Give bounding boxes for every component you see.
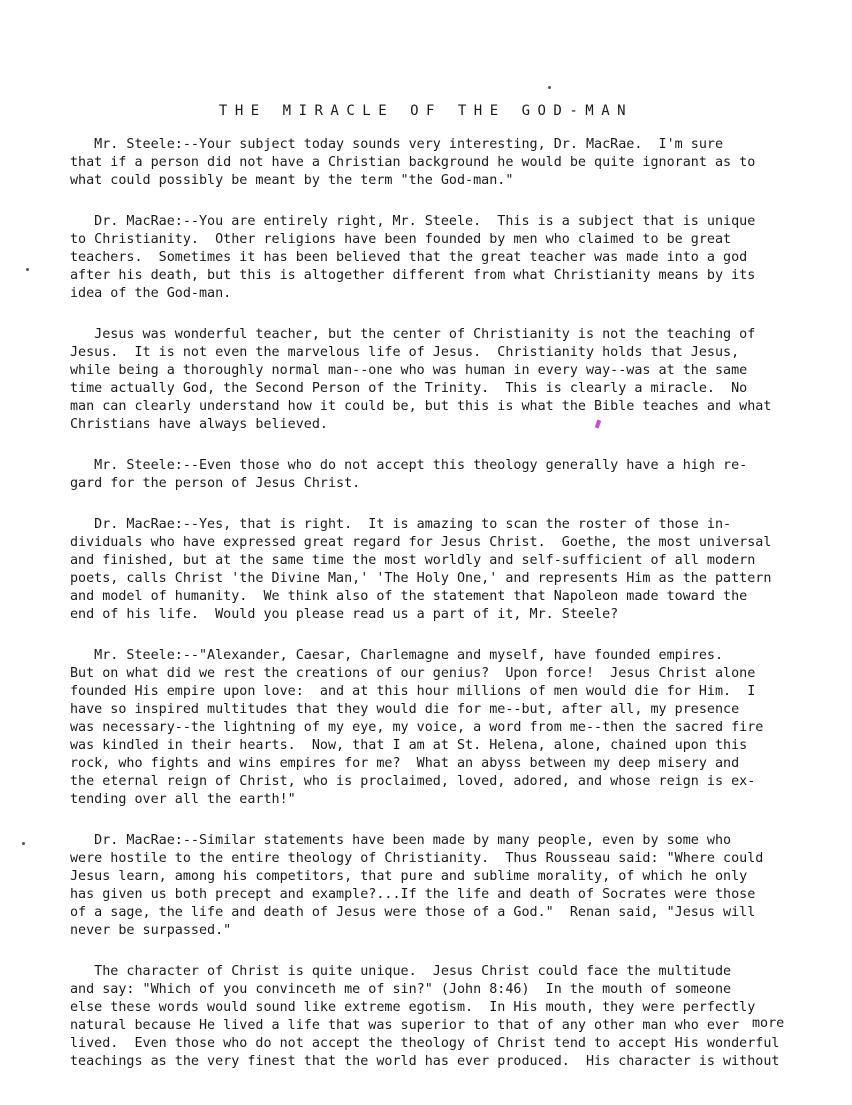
text-line: gard for the person of Jesus Christ. — [70, 476, 361, 491]
text-line: and model of humanity. We think also of the statement that Napoleon made toward the — [70, 589, 748, 604]
text-line: Jesus learn, among his competitors, that pure and sublime morality, of which he only — [70, 869, 748, 884]
scan-speck — [548, 86, 551, 89]
text-line: teachers. Sometimes it has been believed that the great teacher was made into a god — [70, 250, 748, 265]
paragraph — [70, 647, 810, 809]
paragraph — [70, 963, 810, 1071]
text-line: was kindled in their hearts. Now, that I am at St. Helena, alone, chained upon this — [70, 738, 748, 753]
text-line: poets, calls Christ 'the Divine Man,' 'The Holy One,' and represents Him as the pattern — [70, 571, 772, 586]
text-line: rock, who fights and wins empires for me? What an abyss between my deep misery and — [70, 756, 740, 771]
scan-speck — [26, 268, 29, 271]
text-line: tending over all the earth!" — [70, 792, 296, 807]
paragraph — [70, 326, 810, 434]
text-line: after his death, but this is altogether different from what Christianity means by its — [70, 268, 756, 283]
text-line: Dr. MacRae:--Similar statements have been made by many people, even by some who — [70, 833, 732, 848]
text-line: man can clearly understand how it could be, but this is what the Bible teaches and what — [70, 399, 772, 414]
text-line: idea of the God-man. — [70, 286, 232, 301]
text-line: Dr. MacRae:--Yes, that is right. It is amazing to scan the roster of those in- — [70, 517, 732, 532]
text-line: while being a thoroughly normal man--one who was human in every way--was at the same — [70, 363, 748, 378]
text-line: natural because He lived a life that was superior to that of any other man who ever — [70, 1018, 740, 1033]
text-line: teachings as the very finest that the world has ever produced. His character is without — [70, 1054, 780, 1069]
text-line: founded His empire upon love: and at this hour millions of men would die for Him. I — [70, 684, 756, 699]
document-body — [70, 136, 810, 1094]
paragraph — [70, 136, 810, 190]
text-line: what could possibly be meant by the term "the God-man." — [70, 173, 514, 188]
text-line: that if a person did not have a Christian background he would be quite ignorant as to — [70, 155, 756, 170]
text-line: Mr. Steele:--Even those who do not accept this theology generally have a high re- — [70, 458, 748, 473]
text-line: else these words would sound like extreme egotism. In His mouth, they were perfectly — [70, 1000, 756, 1015]
text-line: lived. Even those who do not accept the theology of Christ tend to accept His wonderful — [70, 1036, 780, 1051]
text-line: the eternal reign of Christ, who is proclaimed, loved, adored, and whose reign is ex- — [70, 774, 756, 789]
text-line: end of his life. Would you please read us a part of it, Mr. Steele? — [70, 607, 619, 622]
text-line: and say: "Which of you convinceth me of sin?" (John 8:46) In the mouth of someone — [70, 982, 732, 997]
text-line: was necessary--the lightning of my eye, my voice, a word from me--then the sacred fire — [70, 720, 764, 735]
text-line: time actually God, the Second Person of the Trinity. This is clearly a miracle. No — [70, 381, 748, 396]
text-line: were hostile to the entire theology of Christianity. Thus Rousseau said: "Where could — [70, 851, 764, 866]
text-line: Mr. Steele:--Your subject today sounds very interesting, Dr. MacRae. I'm sure — [70, 137, 724, 152]
text-line: to Christianity. Other religions have been founded by men who claimed to be great — [70, 232, 732, 247]
scan-speck — [22, 842, 25, 845]
text-line: of a sage, the life and death of Jesus were those of a God." Renan said, "Jesus will — [70, 905, 756, 920]
page-title: THE MIRACLE OF THE GOD-MAN — [218, 103, 634, 119]
text-line: Mr. Steele:--"Alexander, Caesar, Charlemagne and myself, have founded empires. — [70, 648, 724, 663]
text-line: Dr. MacRae:--You are entirely right, Mr. Steele. This is a subject that is unique — [70, 214, 756, 229]
text-line: Christians have always believed. — [70, 417, 328, 432]
text-line: has given us both precept and example?...If the life and death of Socrates were those — [70, 887, 756, 902]
text-line: never be surpassed." — [70, 923, 232, 938]
text-line: Jesus was wonderful teacher, but the center of Christianity is not the teaching of — [70, 327, 756, 342]
text-line: Jesus. It is not even the marvelous life of Jesus. Christianity holds that Jesus, — [70, 345, 740, 360]
text-line: have so inspired multitudes that they would die for me--but, after all, my presence — [70, 702, 740, 717]
text-line: But on what did we rest the creations of our genius? Upon force! Jesus Christ alone — [70, 666, 756, 681]
paragraph — [70, 213, 810, 303]
text-line: The character of Christ is quite unique. Jesus Christ could face the multitude — [70, 964, 732, 979]
paragraph — [70, 832, 810, 940]
continuation-note: more — [752, 1016, 785, 1031]
text-line: dividuals who have expressed great regard for Jesus Christ. Goethe, the most universal — [70, 535, 772, 550]
text-line: and finished, but at the same time the most worldly and self-sufficient of all modern — [70, 553, 756, 568]
paragraph — [70, 457, 810, 493]
paragraph — [70, 516, 810, 624]
